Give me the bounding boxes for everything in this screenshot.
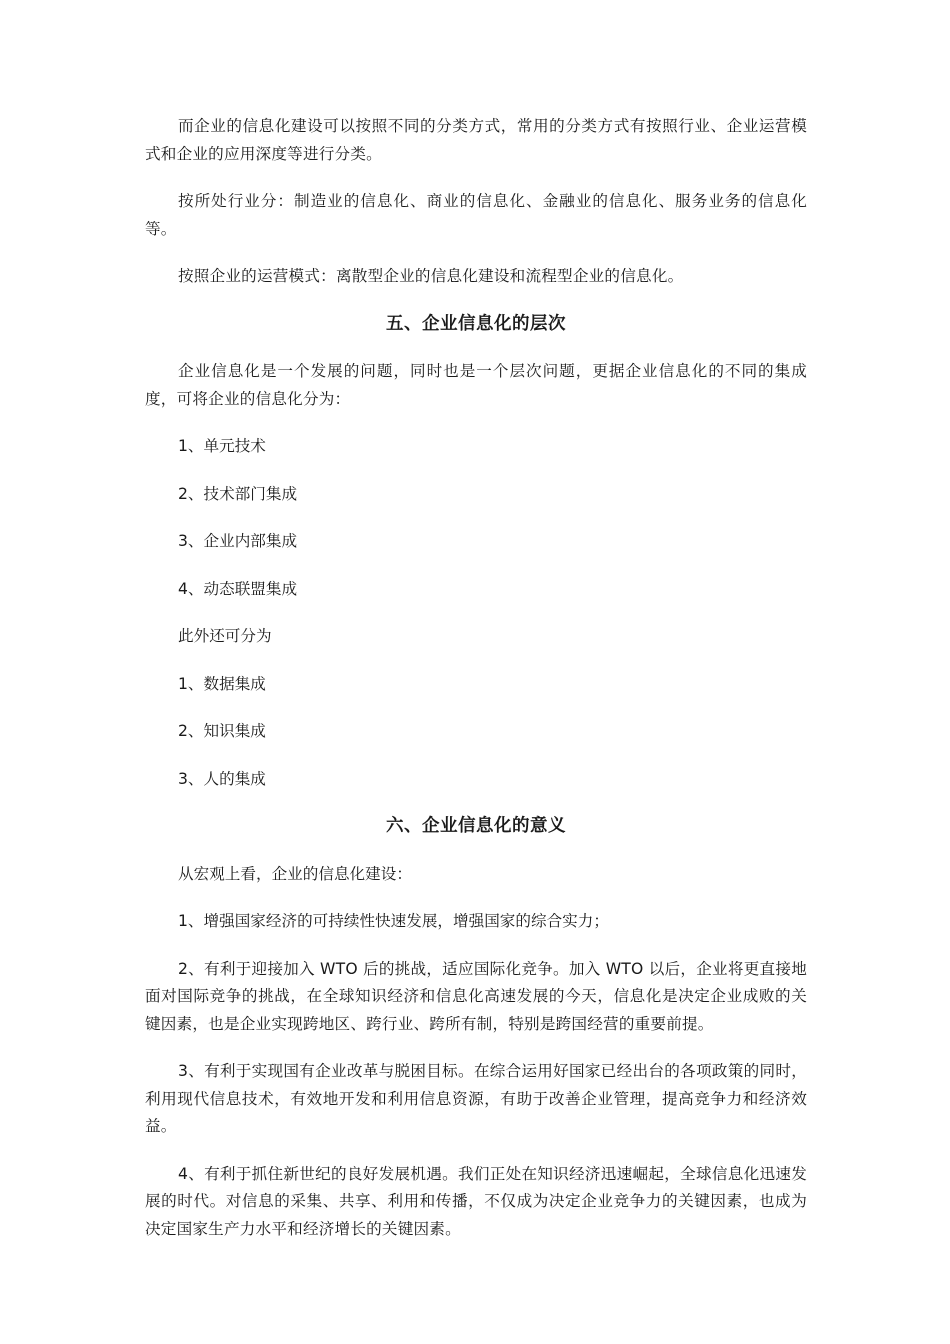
section-6-intro: 从宏观上看，企业的信息化建设：: [178, 864, 412, 883]
list-item: 3、企业内部集成: [178, 532, 298, 550]
section-5-also-label: 此外还可分为: [178, 627, 272, 645]
section-6-title: 六、企业信息化的意义: [386, 816, 566, 836]
list-item: 2、知识集成: [178, 722, 266, 740]
significance-point: 2、有利于迎接加入 WTO 后的挑战，适应国际化竞争。加入 WTO 以后，企业将更直接地面对国际竞争的挑战，在全球知识经济和信息化高速发展的今天，信息化是决定企业成败的关键因素，也是企业实现跨地区、跨行业、跨所有制，特别是跨国经营的重要前提。: [145, 959, 807, 1033]
list-item: 1、单元技术: [178, 437, 266, 455]
significance-point: 3、有利于实现国有企业改革与脱困目标。在综合运用好国家已经出台的各项政策的同时，利用现代信息技术，有效地开发和利用信息资源，有助于改善企业管理，提高竞争力和经济效益。: [145, 1062, 807, 1135]
section-5-intro: 企业信息化是一个发展的问题，同时也是一个层次问题，更据企业信息化的不同的集成度，可将企业的信息化分为：: [145, 362, 807, 408]
significance-point: 1、增强国家经济的可持续性快速发展，增强国家的综合实力；: [178, 912, 609, 930]
intro-paragraph-classification: 而企业的信息化建设可以按照不同的分类方式，常用的分类方式有按照行业、企业运营模式和企业的应用深度等进行分类。: [145, 117, 807, 163]
intro-paragraph-by-operation-mode: 按照企业的运营模式：离散型企业的信息化建设和流程型企业的信息化。: [178, 267, 684, 285]
intro-paragraph-by-industry: 按所处行业分：制造业的信息化、商业的信息化、金融业的信息化、服务业务的信息化等。: [145, 192, 807, 238]
list-item: 4、动态联盟集成: [178, 579, 298, 598]
significance-point: 4、有利于抓住新世纪的良好发展机遇。我们正处在知识经济迅速崛起，全球信息化迅速发展的时代。对信息的采集、共享、利用和传播，不仅成为决定企业竞争力的关键因素，也成为决定国家生产力水平和经济增长的关键因素。: [145, 1164, 807, 1238]
list-item: 2、技术部门集成: [178, 484, 298, 503]
document-page: [145, 113, 807, 1263]
list-item: 1、数据集成: [178, 674, 266, 693]
list-item: 3、人的集成: [178, 769, 266, 788]
section-5-title: 五、企业信息化的层次: [386, 313, 566, 334]
